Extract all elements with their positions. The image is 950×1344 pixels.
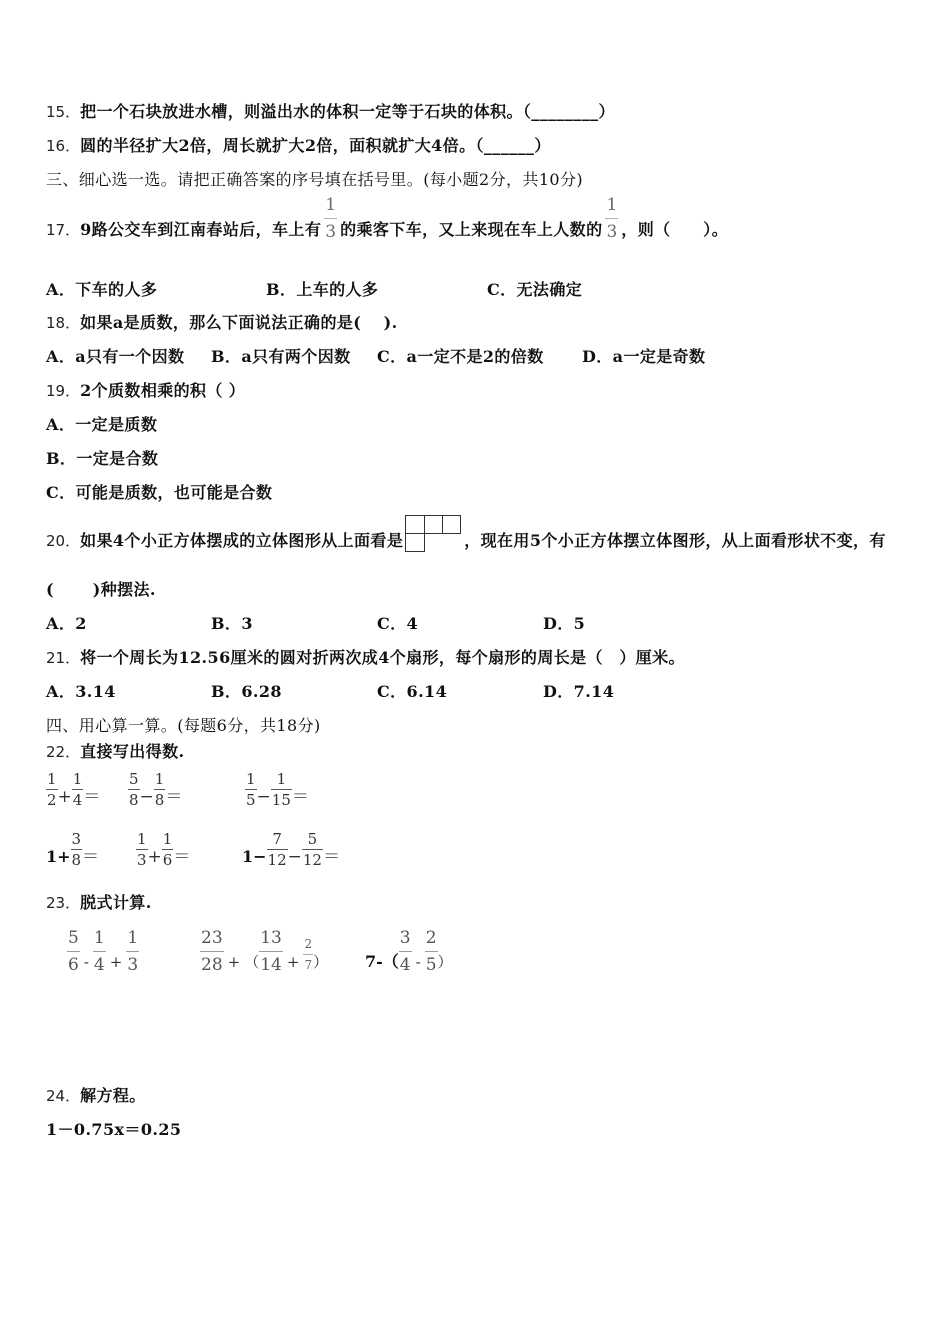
fraction: [200, 927, 224, 976]
fraction: [324, 194, 337, 243]
fraction: [303, 936, 313, 973]
fraction-denominator: 4: [93, 955, 105, 975]
fraction-denominator: 5: [246, 791, 256, 809]
expression-6: [242, 830, 340, 887]
fraction-denominator: 3: [127, 955, 139, 975]
fraction: [399, 927, 412, 976]
fraction: [46, 770, 58, 809]
option-a: A．下车的人多: [46, 280, 158, 299]
fraction: [136, 830, 148, 869]
fraction-numerator: 5: [129, 770, 139, 788]
operator: +: [147, 847, 162, 867]
square: [425, 516, 443, 534]
question-number: 16．: [46, 137, 81, 155]
equals-sign: ＝: [322, 847, 340, 867]
option-b: B．上车的人多: [266, 280, 379, 299]
equation: 1－0.75x＝0.25: [46, 1120, 182, 1139]
fraction-numerator: 1: [72, 770, 83, 788]
question-17: [46, 195, 729, 268]
opening-parenthesis: （: [244, 953, 260, 971]
fraction-denominator: 6: [162, 851, 173, 869]
closing-parenthesis: ）: [598, 102, 615, 121]
fraction-denominator: 2: [47, 791, 57, 809]
fraction-denominator: 8: [129, 791, 139, 809]
question-18: [46, 311, 398, 335]
fraction-denominator: 3: [606, 222, 618, 242]
option-a: A．2: [46, 614, 87, 633]
fraction-denominator: 7: [304, 958, 313, 972]
operator: -: [83, 953, 89, 971]
question-text: 脱式计算.: [80, 893, 152, 912]
leading-term: 7-（: [365, 952, 399, 971]
expression-1: [46, 770, 101, 827]
fraction-numerator: 5: [67, 927, 80, 952]
option-d: D．5: [543, 614, 586, 633]
option-c: C．4: [377, 614, 419, 633]
fraction-denominator: 8: [71, 851, 82, 869]
fraction-numerator: 2: [303, 936, 313, 955]
closing-parenthesis: ）: [437, 953, 453, 971]
question-21: [46, 646, 685, 670]
fraction: [259, 927, 283, 976]
question-16: [46, 134, 551, 158]
square: [406, 534, 425, 552]
fraction-denominator: 28: [201, 955, 223, 975]
operator: +: [109, 953, 123, 971]
question-20: [46, 529, 886, 553]
question-number: 20．: [46, 532, 81, 550]
fraction-denominator: 6: [68, 955, 79, 975]
operator: +: [227, 953, 241, 971]
fraction: [126, 927, 139, 976]
question-number: 15．: [46, 103, 81, 121]
question-number: 21．: [46, 649, 81, 667]
closing-parenthesis: ）: [534, 136, 551, 155]
question-text: 如果a是质数，那么下面说法正确的是( ).: [80, 313, 398, 332]
fraction: [267, 830, 288, 869]
equals-sign: ＝: [165, 787, 183, 807]
question-text: 直接写出得数.: [80, 742, 185, 761]
question-text: 圆的半径扩大2倍，周长就扩大2倍，面积就扩大4倍。（: [80, 136, 484, 155]
fraction-denominator: 3: [325, 222, 337, 242]
fraction-numerator: 5: [302, 830, 323, 850]
option-b: B．一定是合数: [46, 449, 159, 468]
fraction-numerator: 1: [47, 770, 57, 788]
question-text: 将一个周长为12.56厘米的圆对折两次成4个扇形，每个扇形的周长是（ ）厘米。: [80, 648, 685, 667]
option-b: B．a只有两个因数: [211, 347, 351, 366]
section-heading-4: 四、用心算一算。(每题6分，共18分): [46, 716, 321, 735]
question-23: [46, 891, 152, 915]
option-b: B．6.28: [211, 682, 282, 701]
fraction-denominator: 4: [399, 955, 411, 975]
operator: −: [139, 787, 154, 807]
question-text-part-2: 的乘客下车，又上来现在车上人数的: [340, 220, 603, 239]
fraction: [425, 927, 438, 976]
fraction-numerator: 1: [126, 927, 139, 952]
option-a: A．一定是质数: [46, 415, 158, 434]
question-text: 把一个石块放进水槽，则溢出水的体积一定等于石块的体积。（: [80, 102, 532, 121]
question-15: [46, 100, 615, 124]
fraction-denominator: 12: [302, 851, 322, 869]
option-d: D．7.14: [543, 682, 615, 701]
fraction-numerator: 7: [267, 830, 288, 850]
fraction-numerator: 1: [162, 830, 173, 848]
fraction-denominator: 3: [137, 851, 147, 869]
operator: +: [286, 953, 300, 971]
option-c: C．a一定不是2的倍数: [377, 347, 544, 366]
equals-sign: ＝: [291, 787, 309, 807]
fraction-numerator: 1: [93, 927, 106, 952]
expression-4: [46, 830, 100, 887]
fraction-denominator: 15: [271, 791, 291, 809]
fraction: [93, 927, 106, 976]
fraction-numerator: 1: [605, 194, 618, 219]
question-number: 18．: [46, 314, 81, 332]
fraction-numerator: 1: [271, 770, 292, 790]
fraction-denominator: 12: [267, 851, 287, 869]
fraction-denominator: 8: [154, 791, 165, 809]
answer-blank: ______: [483, 136, 535, 155]
fraction-numerator: 3: [71, 830, 82, 848]
option-d: D．a一定是奇数: [582, 347, 706, 366]
option-c: C．6.14: [377, 682, 448, 701]
closing-parenthesis: ）: [313, 953, 329, 971]
fraction: [71, 830, 83, 869]
operator: −: [287, 847, 302, 867]
fraction-numerator: 3: [399, 927, 412, 952]
question-text-part-3: ，则（ ）。: [621, 220, 729, 239]
question-number: 22．: [46, 743, 81, 761]
option-b: B．3: [211, 614, 253, 633]
expression-3: [245, 770, 309, 827]
fraction: [162, 830, 174, 869]
square: [443, 516, 461, 534]
operator: +: [57, 787, 72, 807]
question-text: 解方程。: [80, 1086, 146, 1105]
question-number: 19．: [46, 382, 81, 400]
question-text-part-2: ，现在用5个小正方体摆立体图形，从上面看形状不变，有: [464, 531, 886, 550]
equals-sign: ＝: [82, 847, 100, 867]
question-text: 2个质数相乘的积（ ）: [80, 381, 246, 400]
question-text-part-1: 9路公交车到江南春站后，车上有: [80, 220, 322, 239]
fraction-numerator: 23: [200, 927, 224, 952]
option-c: C．无法确定: [487, 280, 583, 299]
fraction-denominator: 4: [72, 791, 83, 809]
expression-3: [365, 928, 453, 1000]
question-text-continued: ( )种摆法.: [46, 580, 156, 599]
fraction-numerator: 1: [137, 830, 147, 848]
question-number: 23．: [46, 894, 81, 912]
expression-1: [67, 928, 139, 1000]
expression-2: [128, 770, 183, 827]
question-text-part-1: 如果4个小正方体摆成的立体图形从上面看是: [80, 531, 404, 550]
fraction: [302, 830, 323, 869]
leading-term: 1+: [46, 847, 71, 866]
fraction-numerator: 2: [425, 927, 438, 952]
fraction: [67, 927, 80, 976]
leading-term: 1−: [242, 847, 267, 866]
fraction-numerator: 1: [154, 770, 165, 788]
option-c: C．可能是质数，也可能是合数: [46, 483, 273, 502]
operator: −: [256, 787, 271, 807]
fraction: [605, 194, 618, 243]
square: [406, 516, 425, 534]
operator: -: [415, 953, 421, 971]
option-a: A．3.14: [46, 682, 116, 701]
fraction: [72, 770, 84, 809]
answer-blank: ________: [531, 102, 599, 121]
question-24: [46, 1084, 146, 1108]
expression-2: [200, 928, 329, 1000]
fraction-numerator: 13: [259, 927, 283, 952]
question-22: [46, 740, 184, 764]
option-a: A．a只有一个因数: [46, 347, 185, 366]
question-number: 24．: [46, 1087, 81, 1105]
fraction: [128, 770, 140, 809]
fraction: [245, 770, 257, 809]
expression-5: [136, 830, 191, 887]
top-view-squares-drawing: [405, 515, 462, 552]
fraction-numerator: 1: [246, 770, 256, 788]
fraction-denominator: 5: [425, 955, 437, 975]
fraction: [271, 770, 292, 809]
fraction-denominator: 14: [260, 955, 282, 975]
fraction: [154, 770, 166, 809]
question-19: [46, 379, 245, 403]
fraction-numerator: 1: [324, 194, 337, 219]
equals-sign: ＝: [83, 787, 101, 807]
question-number: 17．: [46, 221, 81, 239]
section-heading-3: 三、细心选一选。请把正确答案的序号填在括号里。(每小题2分，共10分): [46, 170, 584, 189]
equals-sign: ＝: [173, 847, 191, 867]
